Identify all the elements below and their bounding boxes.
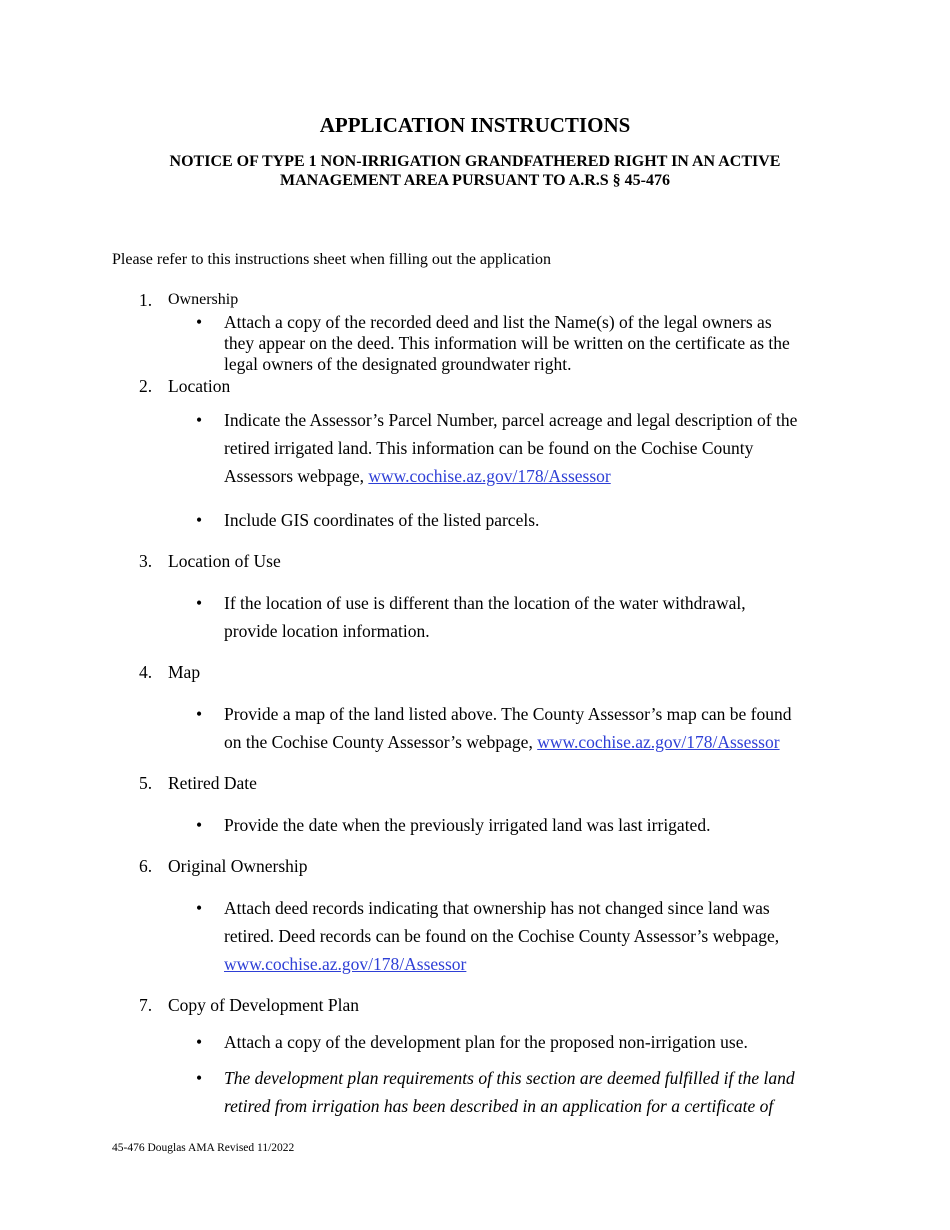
subtitle-line: NOTICE OF TYPE 1 NON-IRRIGATION GRANDFATHERED RIGHT IN AN ACTIVE [169,153,781,170]
bullet-text [224,406,844,490]
text-line: The development plan requirements of this section are deemed fulfilled if the land [224,1068,795,1088]
assessor-link[interactable]: www.cochise.az.gov/178/Assessor [537,732,780,752]
text-line: they appear on the deed. This information will be written on the certificate as the [224,333,790,353]
bullet-icon: • [196,815,203,835]
bullet-icon: • [196,312,203,332]
text-line: Provide a map of the land listed above. The County Assessor’s map can be found [224,704,792,724]
section-heading-location: Location [168,376,231,396]
text-line: retired irrigated land. This information can be found on the Cochise County [224,438,754,458]
section-heading-location-of-use: Location of Use [168,551,281,571]
item-number: 5. [139,773,153,793]
item-number: 2. [139,376,153,396]
section-heading-development-plan: Copy of Development Plan [168,995,360,1015]
text-line: retired from irrigation has been described in an application for a certificate of [224,1096,774,1116]
bullet-icon: • [196,593,203,613]
bullet-text [224,312,844,375]
page-subtitle [0,152,950,190]
subtitle-line: MANAGEMENT AREA PURSUANT TO A.R.S § 45-476 [280,172,670,189]
text-line: Attach a copy of the recorded deed and list the Name(s) of the legal owners as [224,312,772,332]
text-line: If the location of use is different than the location of the water withdrawal, [224,593,746,613]
item-number: 7. [139,995,153,1015]
bullet-text: Include GIS coordinates of the listed parcels. [224,510,540,530]
bullet-text: Provide the date when the previously irrigated land was last irrigated. [224,815,711,835]
bullet-text [224,589,844,645]
text-line: Attach deed records indicating that ownership has not changed since land was [224,898,770,918]
bullet-icon: • [196,704,203,724]
item-number: 6. [139,856,153,876]
bullet-icon: • [196,1068,203,1088]
bullet-icon: • [196,898,203,918]
section-heading-retired-date: Retired Date [168,773,257,793]
bullet-text-italic [224,1064,844,1120]
section-heading-ownership: Ownership [168,291,239,308]
section-heading-map: Map [168,662,201,682]
bullet-text [224,894,844,978]
bullet-text [224,700,844,756]
intro-text: Please refer to this instructions sheet when filling out the application [112,251,552,268]
assessor-link[interactable]: www.cochise.az.gov/178/Assessor [224,954,467,974]
bullet-icon: • [196,410,203,430]
text-fragment: Assessors webpage, [224,466,369,486]
text-line: Indicate the Assessor’s Parcel Number, parcel acreage and legal description of the [224,410,798,430]
page-title: APPLICATION INSTRUCTIONS [319,113,631,137]
text-fragment: on the Cochise County Assessor’s webpage, [224,732,538,752]
text-line [224,950,844,978]
text-line: provide location information. [224,621,430,641]
text-line [224,462,844,490]
item-number: 4. [139,662,153,682]
text-line [224,728,844,756]
assessor-link[interactable]: www.cochise.az.gov/178/Assessor [368,466,611,486]
section-heading-original-ownership: Original Ownership [168,856,308,876]
item-number: 1. [139,290,153,310]
bullet-icon: • [196,1032,203,1052]
text-line: retired. Deed records can be found on the Cochise County Assessor’s webpage, [224,926,780,946]
bullet-icon: • [196,510,203,530]
page-footer: 45-476 Douglas AMA Revised 11/2022 [112,1142,295,1154]
text-line: legal owners of the designated groundwater right. [224,354,572,374]
bullet-text: Attach a copy of the development plan for the proposed non-irrigation use. [224,1032,748,1052]
item-number: 3. [139,551,153,571]
